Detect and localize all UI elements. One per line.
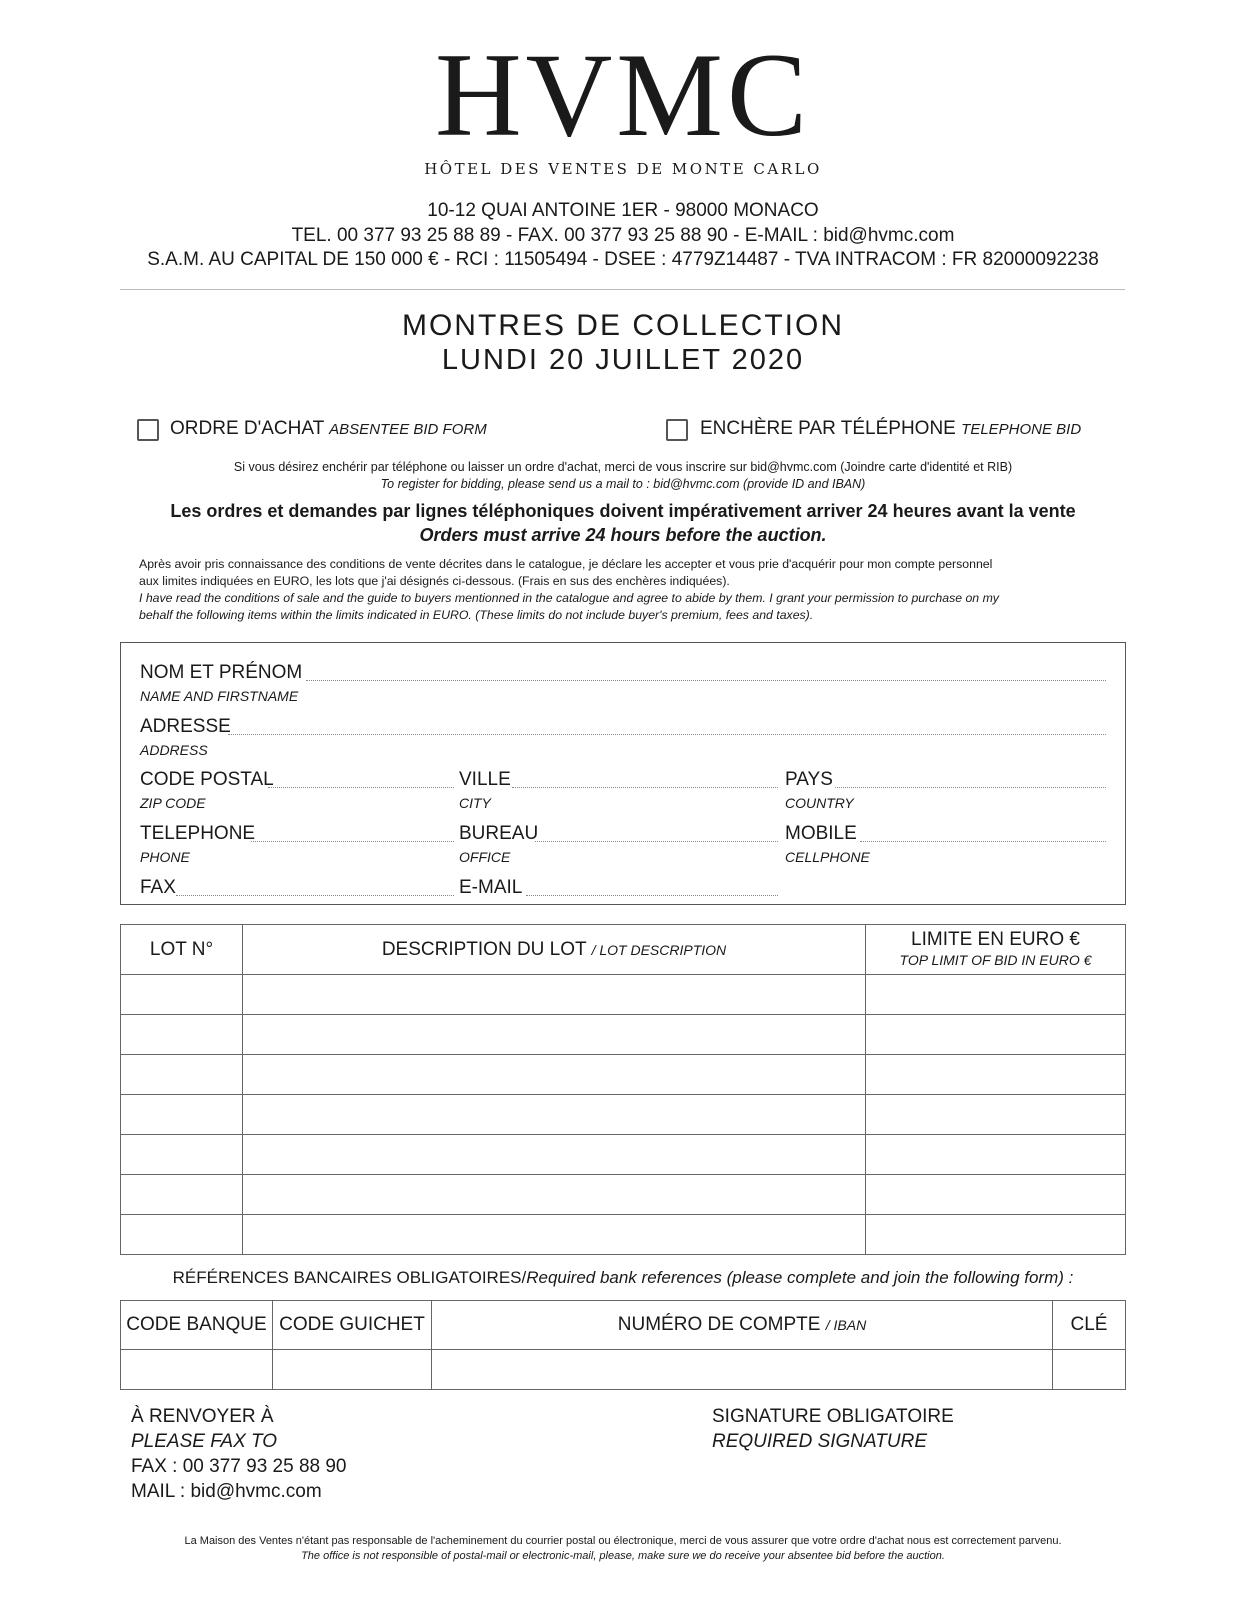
key-header: CLÉ [1053,1301,1126,1350]
lot-number-cell[interactable] [121,1215,243,1255]
lot-description-header [243,925,866,975]
table-row [121,975,1126,1015]
signature-sublabel: REQUIRED SIGNATURE [712,1431,928,1452]
lot-number-cell[interactable] [121,975,243,1015]
lot-description-cell[interactable] [243,1055,866,1095]
bid-limit-cell[interactable] [866,1135,1126,1175]
terms-fr-line-2: aux limites indiquées en EURO, les lots que j'ai désignés ci-dessous. (Frais en sus des enchères indiquées). [139,574,730,588]
account-number-header [432,1301,1053,1350]
lot-description-cell[interactable] [243,1015,866,1055]
country-label: PAYS [785,769,833,790]
register-instructions-fr: Si vous désirez enchérir par téléphone ou laisser un ordre d'achat, merci de vous inscrire sur bid@hvmc.com (Joindre carte d'identité et RIB) [233,460,1013,474]
lot-number-cell[interactable] [121,1095,243,1135]
deadline-notice-en: Orders must arrive 24 hours before the auction. [419,525,827,545]
key-cell[interactable] [1053,1350,1126,1390]
terms-en-line-2: behalf the following items within the limits indicated in EURO. (These limits do not include buyer's premium, fees and taxes). [139,608,814,622]
bid-limit-header-sublabel: TOP LIMIT OF BID IN EURO € [899,951,1092,968]
country-sublabel: COUNTRY [785,795,854,811]
fax-label: FAX [140,877,176,898]
country-field[interactable] [835,787,1106,788]
return-to-sublabel: PLEASE FAX TO [131,1431,278,1452]
absentee-bid-sublabel: ABSENTEE BID FORM [329,421,487,438]
account-number-header-sublabel: / IBAN [825,1317,867,1333]
bid-limit-cell[interactable] [866,1175,1126,1215]
lot-description-cell[interactable] [243,1135,866,1175]
bid-limit-header-label: LIMITE EN EURO € [911,928,1080,950]
return-fax: FAX : 00 377 93 25 88 90 [131,1456,347,1477]
absentee-bid-checkbox[interactable] [137,419,159,441]
table-row [121,1135,1126,1175]
name-sublabel: NAME AND FIRSTNAME [140,688,299,704]
lot-number-header: LOT N° [121,925,243,975]
lot-description-cell[interactable] [243,975,866,1015]
company-subtitle: HÔTEL DES VENTES DE MONTE CARLO [424,160,822,178]
office-label: BUREAU [459,823,539,844]
terms-en-line-1: I have read the conditions of sale and the guide to buyers mentionned in the catalogue and agree to abide by them. I grant your permission to purchase on my [139,591,999,605]
city-field[interactable] [512,787,778,788]
lot-description-cell[interactable] [243,1095,866,1135]
office-field[interactable] [535,841,778,842]
company-address: 10-12 QUAI ANTOINE 1ER - 98000 MONACO [427,200,819,221]
header-divider [120,289,1125,290]
table-row [121,1095,1126,1135]
mobile-field[interactable] [860,841,1106,842]
lot-number-cell[interactable] [121,1135,243,1175]
bank-code-header: CODE BANQUE [121,1301,273,1350]
table-row [121,1215,1126,1255]
office-sublabel: OFFICE [459,849,511,865]
telephone-bid-label: ENCHÈRE PAR TÉLÉPHONE [700,418,956,439]
sale-title: MONTRES DE COLLECTION [401,309,845,342]
bid-limit-cell[interactable] [866,1015,1126,1055]
branch-code-header: CODE GUICHET [273,1301,432,1350]
phone-label: TELEPHONE [140,823,256,844]
sale-date: LUNDI 20 JUILLET 2020 [441,344,805,376]
return-to-label: À RENVOYER À [131,1406,274,1427]
address-sublabel: ADDRESS [140,742,208,758]
terms-text [139,556,1119,624]
telephone-bid-checkbox[interactable] [666,419,688,441]
lot-description-header-label: DESCRIPTION DU LOT [381,938,587,960]
bid-limit-header [866,925,1126,975]
signature-area[interactable] [712,1460,1112,1520]
bid-limit-cell[interactable] [866,1095,1126,1135]
bid-limit-cell[interactable] [866,975,1126,1015]
signature-block [712,1404,954,1454]
return-to-block [131,1404,347,1504]
city-sublabel: CITY [459,795,491,811]
mobile-sublabel: CELLPHONE [785,849,870,865]
address-field[interactable] [228,734,1106,735]
lot-number-cell[interactable] [121,1175,243,1215]
address-label: ADRESSE [140,716,231,737]
branch-code-cell[interactable] [273,1350,432,1390]
terms-fr-line-1: Après avoir pris connaissance des conditions de vente décrites dans le catalogue, je déclare les accepter et vous prie d'acquérir pour mon compte personnel [139,557,993,571]
lots-table [120,924,1126,1255]
table-row [121,1055,1126,1095]
bank-table-row [121,1350,1126,1390]
bank-heading-fr: RÉFÉRENCES BANCAIRES OBLIGATOIRES/ [172,1268,527,1287]
footer-disclaimer-en: The office is not responsible of postal-mail or electronic-mail, please, make sure we do receive your absentee bid before the auction. [301,1550,945,1562]
absentee-bid-option [170,418,487,440]
account-number-cell[interactable] [432,1350,1053,1390]
footer-disclaimer-fr: La Maison des Ventes n'étant pas responsable de l'acheminement du courrier postal ou électronique, merci de vous assurer que votre ordre d'achat nous est correctement parvenu. [184,1535,1062,1547]
email-field[interactable] [526,895,778,896]
phone-field[interactable] [251,841,454,842]
signature-label: SIGNATURE OBLIGATOIRE [712,1406,954,1427]
register-instructions-en: To register for bidding, please send us a mail to : bid@hvmc.com (provide ID and IBAN) [380,477,866,491]
zip-field[interactable] [268,787,454,788]
bid-limit-cell[interactable] [866,1055,1126,1095]
lot-number-cell[interactable] [121,1055,243,1095]
lot-description-cell[interactable] [243,1215,866,1255]
name-field[interactable] [306,680,1106,681]
company-legal: S.A.M. AU CAPITAL DE 150 000 € - RCI : 11505494 - DSEE : 4779Z14487 - TVA INTRACOM : FR 82000092238 [147,249,1099,270]
deadline-notice-fr: Les ordres et demandes par lignes téléphoniques doivent impérativement arriver 24 heures avant la vente [170,501,1076,521]
telephone-bid-option [700,418,1081,440]
lot-description-cell[interactable] [243,1175,866,1215]
bank-table [120,1300,1126,1390]
email-label: E-MAIL [459,877,523,898]
zip-label: CODE POSTAL [140,769,274,790]
mobile-label: MOBILE [785,823,857,844]
telephone-bid-sublabel: TELEPHONE BID [961,421,1082,438]
table-row [121,1175,1126,1215]
hvmc-logo: HVMC [434,28,812,161]
lot-number-cell[interactable] [121,1015,243,1055]
bank-references-heading [0,1268,1246,1288]
account-number-header-label: NUMÉRO DE COMPTE [617,1314,821,1335]
return-mail[interactable]: MAIL : bid@hvmc.com [131,1481,322,1502]
absentee-bid-label: ORDRE D'ACHAT [170,418,324,439]
bid-limit-cell[interactable] [866,1215,1126,1255]
bank-code-cell[interactable] [121,1350,273,1390]
bank-table-header [121,1301,1126,1350]
bank-heading-en: Required bank references (please complete and join the following form) : [526,1268,1074,1287]
lot-description-header-sublabel: / LOT DESCRIPTION [591,941,727,958]
name-label: NOM ET PRÉNOM [140,662,303,683]
zip-sublabel: ZIP CODE [140,795,206,811]
phone-sublabel: PHONE [140,849,190,865]
city-label: VILLE [459,769,511,790]
table-row [121,1015,1126,1055]
company-contact: TEL. 00 377 93 25 88 89 - FAX. 00 377 93 25 88 90 - E-MAIL : bid@hvmc.com [291,225,955,246]
fax-field[interactable] [176,895,454,896]
lots-table-header [121,925,1126,975]
